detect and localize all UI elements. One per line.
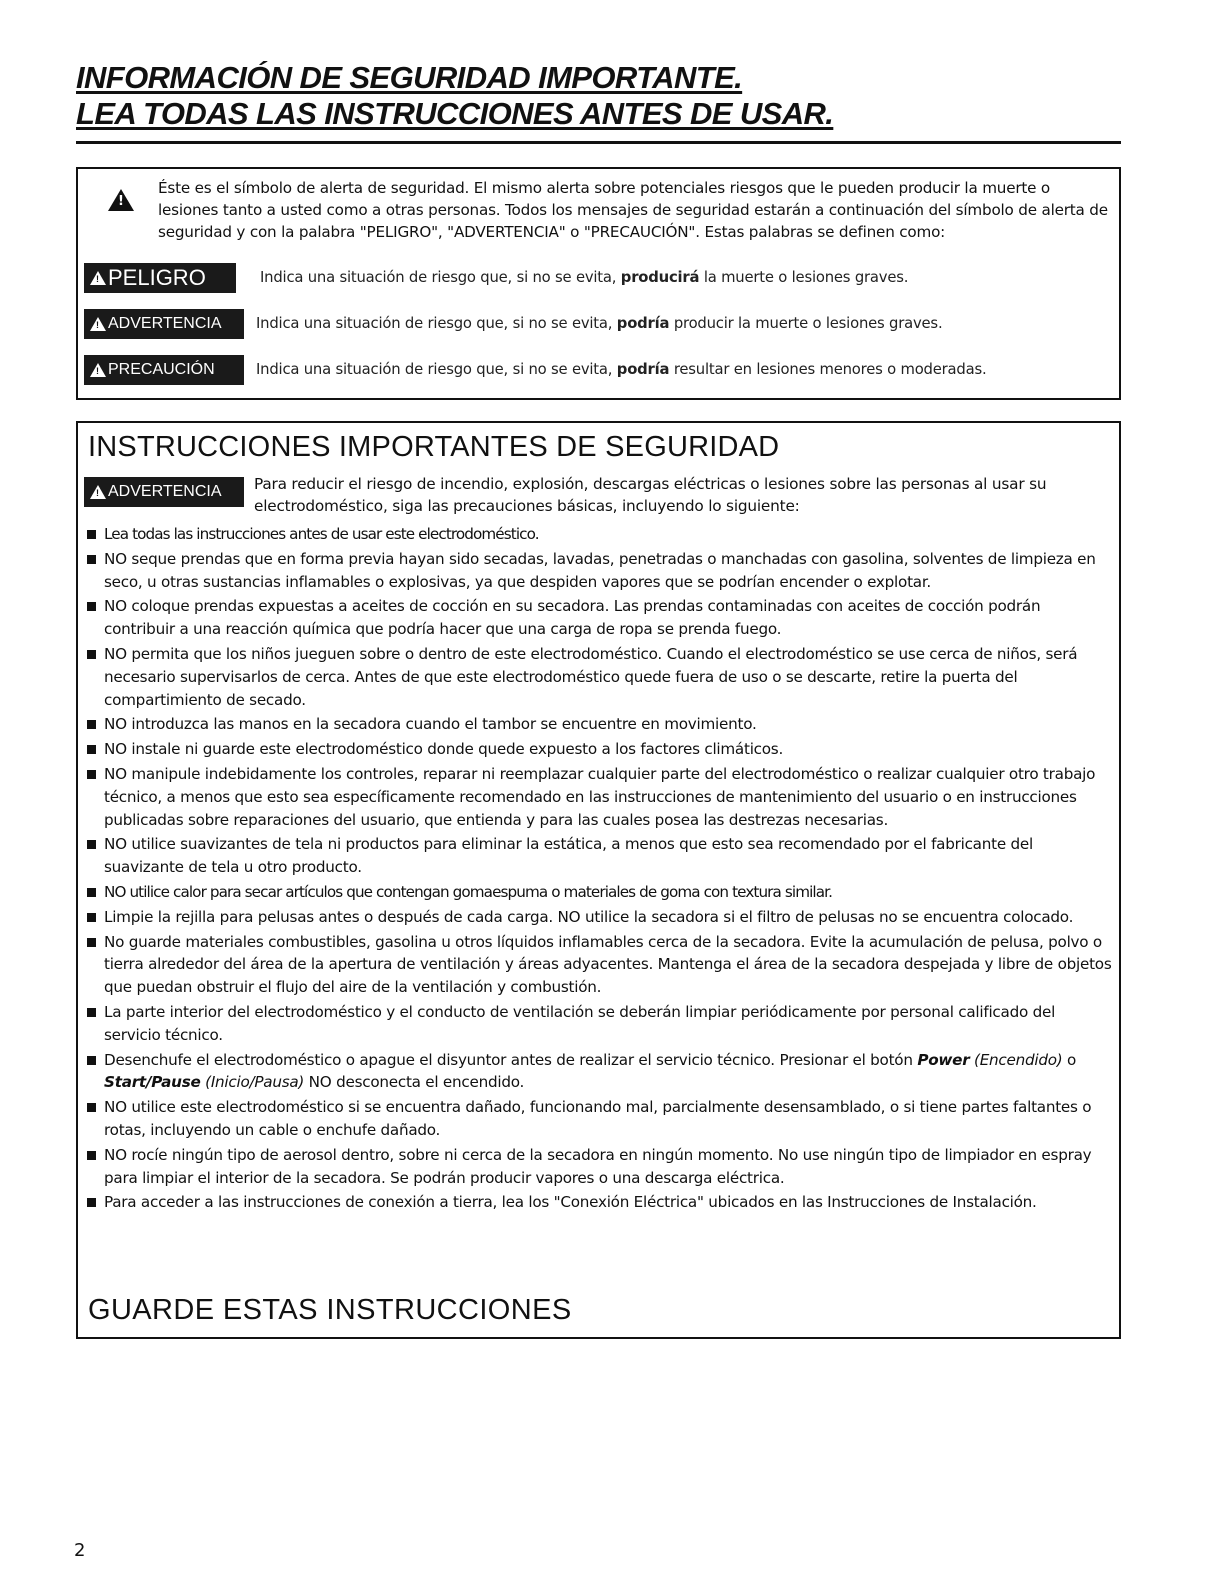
safety-instructions-box	[76, 421, 1121, 1339]
precaucion-description: Indica una situación de riesgo que, si no se evita, podría resultar en lesiones menores o moderadas.	[256, 361, 987, 378]
list-item: NO seque prendas que en forma previa hayan sido secadas, lavadas, penetradas o manchadas con gasolina, solventes de limpieza en seco, u otras sustancias inflamables o explosivas, ya que despiden vapores que se podrían encender o explotar.	[84, 548, 1114, 594]
list-item: NO utilice calor para secar artículos que contengan gomaespuma o materiales de goma con textura similar.	[84, 881, 1114, 904]
peligro-description: Indica una situación de riesgo que, si no se evita, producirá la muerte o lesiones graves.	[260, 269, 909, 286]
warning-triangle-icon	[90, 317, 106, 331]
warning-triangle-icon	[90, 271, 106, 285]
list-item: Para acceder a las instrucciones de conexión a tierra, lea los "Conexión Eléctrica" ubicados en las Instrucciones de Instalación.	[84, 1191, 1114, 1214]
advertencia-description: Indica una situación de riesgo que, si no se evita, podría producir la muerte o lesiones graves.	[256, 315, 943, 332]
precaucion-label: PRECAUCIÓN	[108, 361, 215, 378]
list-item: Lea todas las instrucciones antes de usar este electrodoméstico.	[84, 523, 1114, 546]
list-item: NO permita que los niños jueguen sobre o dentro de este electrodoméstico. Cuando el electrodoméstico se use cerca de niños, será necesario supervisarlos de cerca. Antes de que este electrodoméstico quede fuera de uso o se descarte, retire la puerta del compartimiento de secado.	[84, 643, 1114, 711]
warning-triangle-icon	[90, 363, 106, 377]
list-item: NO introduzca las manos en la secadora cuando el tambor se encuentre en movimiento.	[84, 713, 1114, 736]
signal-row-peligro	[84, 263, 1114, 293]
header-rule	[76, 141, 1121, 144]
footer-title: GUARDE ESTAS INSTRUCCIONES	[88, 1294, 572, 1326]
signal-row-precaucion	[84, 355, 1114, 385]
signal-row-advertencia	[84, 309, 1114, 339]
warning-intro-text: Para reducir el riesgo de incendio, explosión, descargas eléctricas o lesiones sobre las personas al usar su electrodoméstico, siga las precauciones básicas, incluyendo lo siguiente:	[254, 475, 1047, 515]
page-header	[76, 60, 1120, 132]
advertencia-badge	[84, 309, 244, 339]
list-item: No guarde materiales combustibles, gasolina u otros líquidos inflamables cerca de la secadora. Evite la acumulación de pelusa, polvo o tierra alrededor del área de la apertura de ventilación y áreas adyacentes. Mantenga el área de la secadora despejada y libre de objetos que puedan obstruir el flujo del aire de la ventilación y combustión.	[84, 931, 1114, 999]
page-number: 2	[74, 1540, 86, 1561]
alert-intro	[100, 177, 1110, 243]
list-item: NO manipule indebidamente los controles, reparar ni reemplazar cualquier parte del electrodoméstico o realizar cualquier otro trabajo técnico, a menos que esto sea específicamente recomendado en las instrucciones de mantenimiento del usuario o en instrucciones publicadas sobre reparaciones del usuario, que entienda y para las cuales posea las destrezas necesarias.	[84, 763, 1114, 831]
peligro-label: PELIGRO	[108, 265, 206, 290]
page-title-line-1: INFORMACIÓN DE SEGURIDAD IMPORTANTE.	[76, 60, 743, 95]
precaucion-badge	[84, 355, 244, 385]
list-item: La parte interior del electrodoméstico y el conducto de ventilación se deberán limpiar periódicamente por personal calificado del servicio técnico.	[84, 1001, 1114, 1047]
list-item: NO utilice este electrodoméstico si se encuentra dañado, funcionando mal, parcialmente desensamblado, o si tiene partes faltantes o rotas, incluyendo un cable o enchufe dañado.	[84, 1096, 1114, 1142]
list-item: Limpie la rejilla para pelusas antes o después de cada carga. NO utilice la secadora si el filtro de pelusas no se encuentra colocado.	[84, 906, 1114, 929]
safety-alert-icon	[108, 189, 134, 211]
safety-alert-box	[76, 167, 1121, 400]
page-title-line-2: LEA TODAS LAS INSTRUCCIONES ANTES DE USAR.	[76, 96, 834, 131]
list-item: NO rocíe ningún tipo de aerosol dentro, sobre ni cerca de la secadora en ningún momento. No use ningún tipo de limpiador en espray para limpiar el interior de la secadora. Se podrán producir vapores o una descarga eléctrica.	[84, 1144, 1114, 1190]
list-item: NO coloque prendas expuestas a aceites de cocción en su secadora. Las prendas contaminadas con aceites de cocción podrán contribuir a una reacción química que podría hacer que una carga de ropa se prenda fuego.	[84, 595, 1114, 641]
advertencia-label: ADVERTENCIA	[108, 483, 222, 500]
alert-intro-text: Éste es el símbolo de alerta de seguridad. El mismo alerta sobre potenciales riesgos que le pueden producir la muerte o lesiones tanto a usted como a otras personas. Todos los mensajes de seguridad estarán a continuación del símbolo de alerta de seguridad y con la palabra "PELIGRO", "ADVERTENCIA" o "PRECAUCIÓN". Estas palabras se definen como:	[158, 179, 1108, 241]
list-item: Desenchufe el electrodoméstico o apague el disyuntor antes de realizar el servicio técnico. Presionar el botón Power (Encendido) o Start/Pause (Inicio/Pausa) NO desconecta el encendido.	[84, 1049, 1114, 1095]
section-title: INSTRUCCIONES IMPORTANTES DE SEGURIDAD	[88, 431, 780, 463]
peligro-badge	[84, 263, 236, 293]
list-item: NO utilice suavizantes de tela ni productos para eliminar la estática, a menos que esto sea recomendado por el fabricante del suavizante de tela u otro producto.	[84, 833, 1114, 879]
list-item: NO instale ni guarde este electrodoméstico donde quede expuesto a los factores climáticos.	[84, 738, 1114, 761]
advertencia-label: ADVERTENCIA	[108, 315, 222, 332]
advertencia-badge	[84, 477, 244, 507]
warning-triangle-icon	[90, 485, 106, 499]
instruction-list	[84, 523, 1114, 1216]
